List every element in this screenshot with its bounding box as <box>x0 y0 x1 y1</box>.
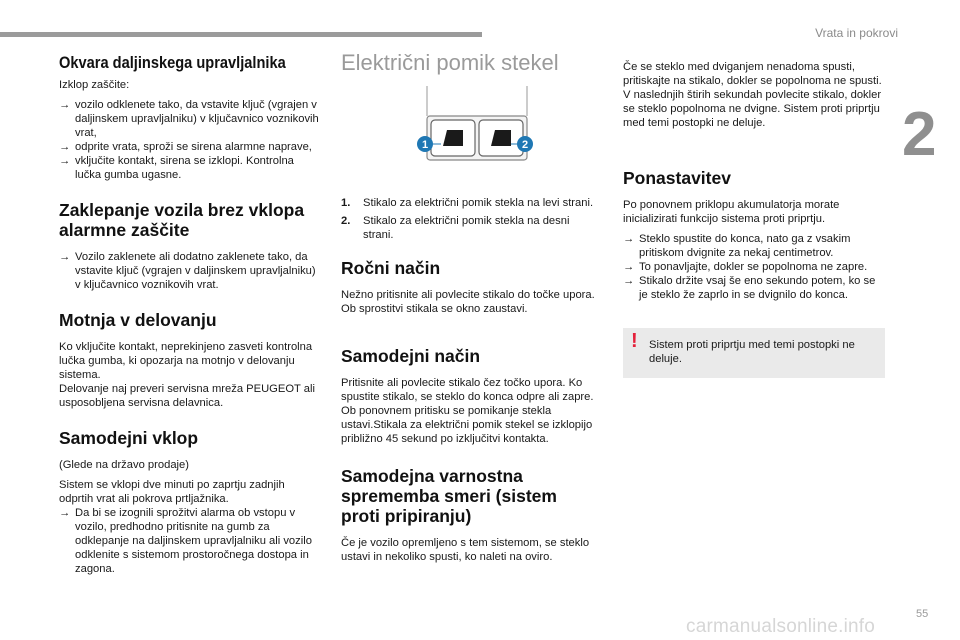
page-number: 55 <box>916 608 929 620</box>
heading-remote-failure: Okvara daljinskega upravljalnika <box>59 53 286 72</box>
list-item: → To ponavljajte, dokler se popolnoma ne zapre. <box>623 261 868 273</box>
list-item: → Da bi se izognili sprožitvi alarma ob vstopu v vozilo, predhodno pritisnite na gumb za odklepanje na daljinskem upravljalniku ali vozilo odklenite s sistemom prostoročnega dostopa in zagona. <box>59 507 312 575</box>
heading-auto-mode: Samodejni način <box>341 346 481 366</box>
bullet-list <box>59 506 321 576</box>
paragraph: Izklop zaščite: <box>59 79 130 91</box>
note-text: Sistem proti priprtju med temi postopki ne deluje. <box>649 339 855 365</box>
arrow-bullet-icon: → <box>623 261 635 273</box>
paragraph: Delovanje naj preveri servisna mreža PEUGEOT ali usposobljena servisna delavnica. <box>59 383 315 409</box>
window-switch-diagram <box>417 84 537 184</box>
arrow-bullet-icon: → <box>623 233 635 245</box>
heading-lock-without-alarm: Zaklepanje vozila brez vklopa alarmne zaščite <box>59 200 305 240</box>
heading-malfunction: Motnja v delovanju <box>59 310 217 330</box>
bullet-list <box>59 98 321 182</box>
column-3 <box>623 60 885 378</box>
paragraph: Ko vključite kontakt, neprekinjeno zasveti kontrolna lučka gumba, ki opozarja na motnjo v delovanju sistema. <box>59 341 313 381</box>
arrow-bullet-icon: → <box>623 275 635 287</box>
chapter-number: 2 <box>902 100 937 169</box>
paragraph: Sistem se vklopi dve minuti po zaprtju zadnjih odprtih vrat ali pokrova prtljažnika. <box>59 479 285 505</box>
heading-manual-mode: Ročni način <box>341 258 441 278</box>
list-item: → odprite vrata, sproži se sirena alarmne naprave, <box>59 141 312 153</box>
list-item: 1. Stikalo za električni pomik stekla na levi strani. <box>341 197 594 209</box>
list-item: → vozilo odklenete tako, da vstavite ključ (vgrajen v daljinskem upravljalniku) v ključavnico voznikovih vrat, <box>59 99 319 139</box>
arrow-bullet-icon: → <box>59 155 71 167</box>
column-2 <box>341 50 597 570</box>
paragraph: Če se steklo med dviganjem nenadoma spusti, pritiskajte na stikalo, dokler se popolnoma ne spusti. V naslednjih štirih sekundah povlecite stikalo, dokler se steklo popolnoma ne dvigne. Sistem proti priprtju med temi postopki ne deluje. <box>623 61 882 129</box>
heading-power-windows: Električni pomik stekel <box>341 50 559 75</box>
arrow-bullet-icon: → <box>59 507 71 519</box>
arrow-bullet-icon: → <box>59 141 71 153</box>
bullet-list <box>623 232 885 302</box>
list-item: → Vozilo zaklenete ali dodatno zaklenete tako, da vstavite ključ (vgrajen v daljinskem upravljalniku) v ključavnico voznikovih vrat. <box>59 251 316 291</box>
svg-text:2: 2 <box>521 139 529 151</box>
paragraph: Po ponovnem priklopu akumulatorja morate inicializirati funkcijo sistema proti priprtju. <box>623 199 840 225</box>
arrow-bullet-icon: → <box>59 251 71 263</box>
paragraph: (Glede na državo prodaje) <box>59 459 189 471</box>
bullet-list <box>59 250 321 292</box>
list-item: → Steklo spustite do konca, nato ga z vsakim pritiskom dvignite za nekaj centimetrov. <box>623 233 851 259</box>
heading-reset: Ponastavitev <box>623 168 731 188</box>
paragraph: Nežno pritisnite ali povlecite stikalo do točke upora. Ob sprostitvi stikala se okno zaustavi. <box>341 289 595 315</box>
column-1 <box>59 53 321 582</box>
exclamation-icon: ! <box>631 330 638 352</box>
list-item: → vključite kontakt, sirena se izklopi. Kontrolna lučka gumba ugasne. <box>59 155 294 181</box>
arrow-bullet-icon: → <box>59 99 71 111</box>
svg-text:1: 1 <box>421 139 429 151</box>
list-item: 2. Stikalo za električni pomik stekla na desni strani. <box>341 215 570 241</box>
list-item: → Stikalo držite vsaj še eno sekundo potem, ko se je steklo že zaprlo in se dvignilo do konca. <box>623 275 876 301</box>
numbered-list <box>341 196 597 242</box>
section-header-title: Vrata in pokrovi <box>815 26 898 40</box>
heading-auto-activation: Samodejni vklop <box>59 428 199 448</box>
header-bar <box>0 32 482 37</box>
paragraph: Pritisnite ali povlecite stikalo čez točko upora. Ko spustite stikalo, se steklo do konca odpre ali zapre. Ob ponovnem pritisku se pomikanje stekla ustavi.Stikala za električni pomik stekel se izklopijo približno 45 sekund po izključitvi kontakta. <box>341 377 594 445</box>
heading-anti-pinch: Samodejna varnostna sprememba smeri (sistem proti pripiranju) <box>341 466 557 526</box>
paragraph: Če je vozilo opremljeno s tem sistemom, se steklo ustavi in nekoliko spusti, ko naleti na oviro. <box>341 537 590 563</box>
warning-note <box>623 328 885 378</box>
watermark: carmanualsonline.info <box>686 616 876 637</box>
window-switch-illustration <box>417 84 537 184</box>
